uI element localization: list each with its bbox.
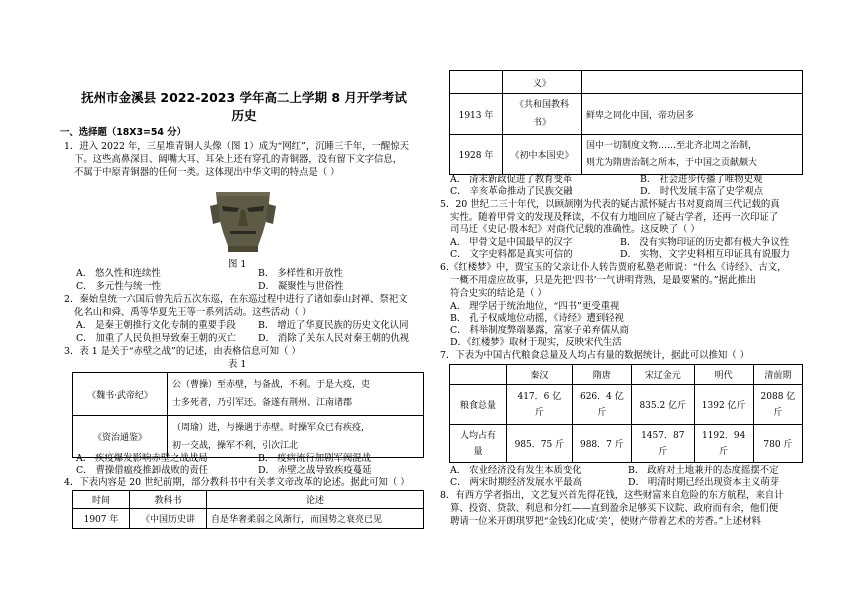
cell-text: 书》 bbox=[532, 118, 551, 128]
cell-text: 417．6 亿 bbox=[517, 391, 562, 402]
table-cell: 粮食总量 bbox=[450, 385, 507, 425]
table-row bbox=[450, 365, 803, 385]
table-cell: 1907 年 bbox=[73, 509, 130, 529]
figure-caption: 图 1 bbox=[228, 259, 247, 270]
page-title: 抚州市金溪县 2022-2023 学年高二上学期 8 月开学考试 bbox=[81, 90, 407, 105]
cell-text: 1457．87 bbox=[641, 430, 685, 441]
q1-option-b: B． 多样性和开放性 bbox=[258, 268, 343, 279]
q3-option-d: D． 赤壁之战导致疾疫蔓延 bbox=[258, 465, 372, 476]
q8-line-2: 算、投资、贷款、利息和分红——直到盈余足够买下议院、政府而有余，他们便 bbox=[450, 503, 779, 514]
table-cell: 《中国历史讲 bbox=[130, 509, 207, 529]
cell-text: 斤 bbox=[658, 446, 668, 457]
table-cell: 1913 年 bbox=[450, 94, 503, 135]
q6-option-b: B． 孔子权威地位动摇，《诗经》遭到轻视 bbox=[450, 313, 624, 324]
table-cell: 《魏书·武帝纪》 bbox=[73, 373, 168, 416]
table-cell: 780 斤 bbox=[753, 425, 802, 463]
cell-text: 国中一切制度文物……至北齐北周之治制， bbox=[586, 140, 758, 151]
table-cell bbox=[753, 385, 802, 425]
table-header-cell: 宋辽金元 bbox=[632, 365, 695, 385]
q1-line-3: 不属于中原青铜器的任何一类。这体现出中华文明的特点是（ ） bbox=[74, 167, 340, 178]
q6-option-d: D．《红楼梦》取材于现实，反映宋代生活 bbox=[450, 337, 622, 348]
q7-option-d: D． 明清时期已经出现资本主义萌芽 bbox=[628, 477, 780, 488]
table-row bbox=[73, 491, 424, 509]
table-cell bbox=[168, 416, 424, 458]
table-row bbox=[450, 71, 803, 94]
table-header-cell: 明代 bbox=[694, 365, 753, 385]
table-cell: 《资治通鉴》 bbox=[73, 416, 168, 458]
cell-text: 斤 bbox=[719, 446, 729, 457]
table-cell bbox=[450, 425, 507, 463]
q5-option-c: C． 文字史料都是真实可信的 bbox=[450, 249, 573, 260]
cell-text: 量 bbox=[473, 446, 483, 457]
q2-line-1: 2．秦始皇统一六国后曾先后五次东巡，在东巡过程中进行了诸如泰山封禅、祭祀文 bbox=[64, 294, 408, 305]
table-cell bbox=[582, 135, 803, 175]
section-heading: 一、选择题（18X3=54 分） bbox=[60, 127, 186, 138]
table-cell: 义》 bbox=[503, 71, 582, 94]
table-header-cell: 时间 bbox=[73, 491, 130, 509]
q5-option-a: A． 甲骨文是中国最早的汉字 bbox=[450, 237, 573, 248]
q2-option-a: A． 是秦王朝推行文化专制的重要手段 bbox=[76, 320, 236, 331]
q6-option-c: C． 科举制度弊端暴露，富家子弟弃儒从商 bbox=[450, 325, 629, 336]
q3-line: 3．表 1 是关于“赤壁之战”的记述，由表格信息可知（ ） bbox=[64, 346, 301, 357]
q4-option-b: B． 社会进步传播了唯物史观 bbox=[640, 174, 763, 185]
cell-text: 斤 bbox=[597, 407, 607, 418]
table-cell bbox=[507, 385, 573, 425]
q5-line-3: 司马迁《史记·殷本纪》对商代记载的准确性。这反映了（ ） bbox=[450, 224, 700, 235]
q2-option-d: D． 消除了关东人民对秦王朝的仇视 bbox=[258, 333, 410, 344]
table-cell: 鲜卑之同化中国，帝功居多 bbox=[582, 94, 803, 135]
cell-text: 1192．94 bbox=[701, 430, 746, 441]
q4-line: 4．下表内容是 20 世纪前期，部分教科书中有关孝文帝改革的论述。据此可知（ ） bbox=[64, 477, 410, 488]
subject-title: 历史 bbox=[231, 108, 257, 123]
q3-option-b: B． 疫病流行加剧军阀混战 bbox=[258, 453, 371, 464]
table1-caption: 表 1 bbox=[228, 359, 247, 370]
cell-text: 斤 bbox=[534, 407, 544, 418]
cell-text: 公（曹操）至赤壁，与备战，不利。于是大疫，吏 bbox=[172, 380, 371, 390]
q2-option-b: B． 增近了华夏民族的历史文化认同 bbox=[258, 320, 409, 331]
q1-option-c: C． 多元性与统一性 bbox=[76, 281, 162, 292]
table-grain bbox=[449, 364, 803, 463]
table-cell bbox=[450, 71, 503, 94]
table-cell: 985．75 斤 bbox=[507, 425, 573, 463]
q8-line-3: 聘请一位米开朗琪罗把“金钱幻化成‘美’，使财产带着艺术的芳香。”上述材料 bbox=[450, 516, 761, 527]
table-cell bbox=[503, 94, 582, 135]
q4-option-a: A． 清末新政促进了教育变革 bbox=[450, 174, 573, 185]
table-cell bbox=[572, 385, 631, 425]
cell-text: 则尤为隋唐治制之所本，于中国之贡献颇大 bbox=[586, 157, 758, 168]
q7-option-b: B． 政府对土地兼并的态度摇摆不定 bbox=[628, 465, 779, 476]
q2-line-2: 化名山和舜、禹等华夏先王等一系列活动。这些活动（ ） bbox=[74, 307, 312, 318]
cell-text: 《共和国教科 bbox=[514, 100, 569, 110]
table-cell: 1928 年 bbox=[450, 135, 503, 175]
q1-option-a: A． 悠久性和连续性 bbox=[76, 268, 161, 279]
q8-line-1: 8．有西方学者指出，文艺复兴首先得花钱，这些财富来自危险的东方航程，来自计 bbox=[440, 490, 784, 501]
table-header-cell bbox=[450, 365, 507, 385]
table-cell bbox=[694, 425, 753, 463]
table-cell bbox=[582, 71, 803, 94]
table-row bbox=[73, 509, 424, 529]
q5-line-1: 5．20 世纪二三十年代，以顾颉刚为代表的疑古派怀疑古书对夏商周三代记载的真 bbox=[440, 199, 780, 210]
table-textbooks bbox=[72, 490, 424, 529]
table-cell: 835.2 亿斤 bbox=[632, 385, 695, 425]
cell-text: （周瑜）进，与操遇于赤壁。时操军众已有疾疫， bbox=[172, 422, 371, 433]
q7-option-a: A． 农业经济没有发生本质变化 bbox=[450, 465, 582, 476]
table-header-cell: 教科书 bbox=[130, 491, 207, 509]
q1-line-1: 1．进入 2022 年，三星堆青铜人头像（图 1）成为“网红”，沉睡三千年，一醒惊天 bbox=[64, 141, 409, 152]
q6-line-3: 符合史实的结论是（ ） bbox=[450, 288, 547, 299]
q3-option-c: C． 曹操借瘟疫推卸战败的责任 bbox=[76, 465, 209, 476]
table-cell bbox=[632, 425, 695, 463]
table-header-cell: 论述 bbox=[207, 491, 424, 509]
q1-line-2: 下。这些高鼻深目、阔嘴大耳、耳朵上还有穿孔的青铜器，没有留下文字信息， bbox=[74, 154, 403, 165]
table-header-cell: 秦汉 bbox=[507, 365, 573, 385]
table-1 bbox=[72, 372, 424, 458]
table-cell: 《初中本国史》 bbox=[503, 135, 582, 175]
table-cell: 1392 亿斤 bbox=[694, 385, 753, 425]
q5-option-b: B． 没有实物印证的历史都有极大争议性 bbox=[620, 237, 790, 248]
cell-text: 626．4 亿 bbox=[579, 391, 624, 402]
table-row bbox=[450, 385, 803, 425]
table-cell bbox=[168, 373, 424, 416]
table-row bbox=[73, 373, 424, 416]
cell-text: 2088 亿 bbox=[760, 391, 796, 402]
q7-line: 7．下表为中国古代粮食总量及人均占有量的数据统计，据此可以推知（ ） bbox=[440, 350, 749, 361]
table-cell: 自是华奢柔弱之风渐行，而国势之衰亮已见 bbox=[207, 509, 424, 529]
cell-text: 人均占有 bbox=[459, 430, 496, 441]
q1-option-d: D． 凝聚性与世俗性 bbox=[258, 281, 344, 292]
table-row bbox=[450, 425, 803, 463]
table-row bbox=[73, 416, 424, 458]
table-cell: 988．7 斤 bbox=[572, 425, 631, 463]
table-row bbox=[450, 135, 803, 175]
cell-text: 士多死者，乃引军还。备遂有荆州、江南诸郡 bbox=[172, 398, 353, 408]
table-header-cell: 隋唐 bbox=[572, 365, 631, 385]
q6-option-a: A． 理学居于统治地位，“四书”更受重视 bbox=[450, 301, 620, 312]
cell-text: 斤 bbox=[773, 407, 783, 418]
q6-line-1: 6.《红楼梦》中，贾宝玉的父亲让仆人转告贾府私塾老师说：“什么《诗经》、古文， bbox=[440, 262, 787, 273]
q4-option-d: D． 时代发展丰富了史学观点 bbox=[640, 186, 763, 197]
bronze-head-image bbox=[208, 184, 278, 254]
q7-option-c: C． 两宋时期经济发展水平最高 bbox=[450, 477, 583, 488]
q5-option-d: D． 实物、文字史料相互印证具有说服力 bbox=[620, 249, 790, 260]
q2-option-c: C． 加重了人民负担导致秦王朝的灭亡 bbox=[76, 333, 237, 344]
q4-option-c: C． 辛亥革命推动了民族交融 bbox=[450, 186, 573, 197]
table-textbooks-continued bbox=[449, 70, 803, 175]
q6-line-2: 一概不用虚应故事，只是先把‘四书’一气讲明背熟，是最要紧的。”据此推出 bbox=[450, 275, 757, 286]
table-row bbox=[450, 94, 803, 135]
cell-text: 初一交战，操军不利，引次江北 bbox=[172, 440, 299, 451]
q5-line-2: 实性。随着甲骨文的发现及释读，不仅有力地回应了疑古学者，还再一次印证了 bbox=[450, 212, 779, 223]
table-header-cell: 清前期 bbox=[753, 365, 802, 385]
q3-option-a: A． 疾疫爆发影响赤壁之战战局 bbox=[76, 453, 208, 464]
